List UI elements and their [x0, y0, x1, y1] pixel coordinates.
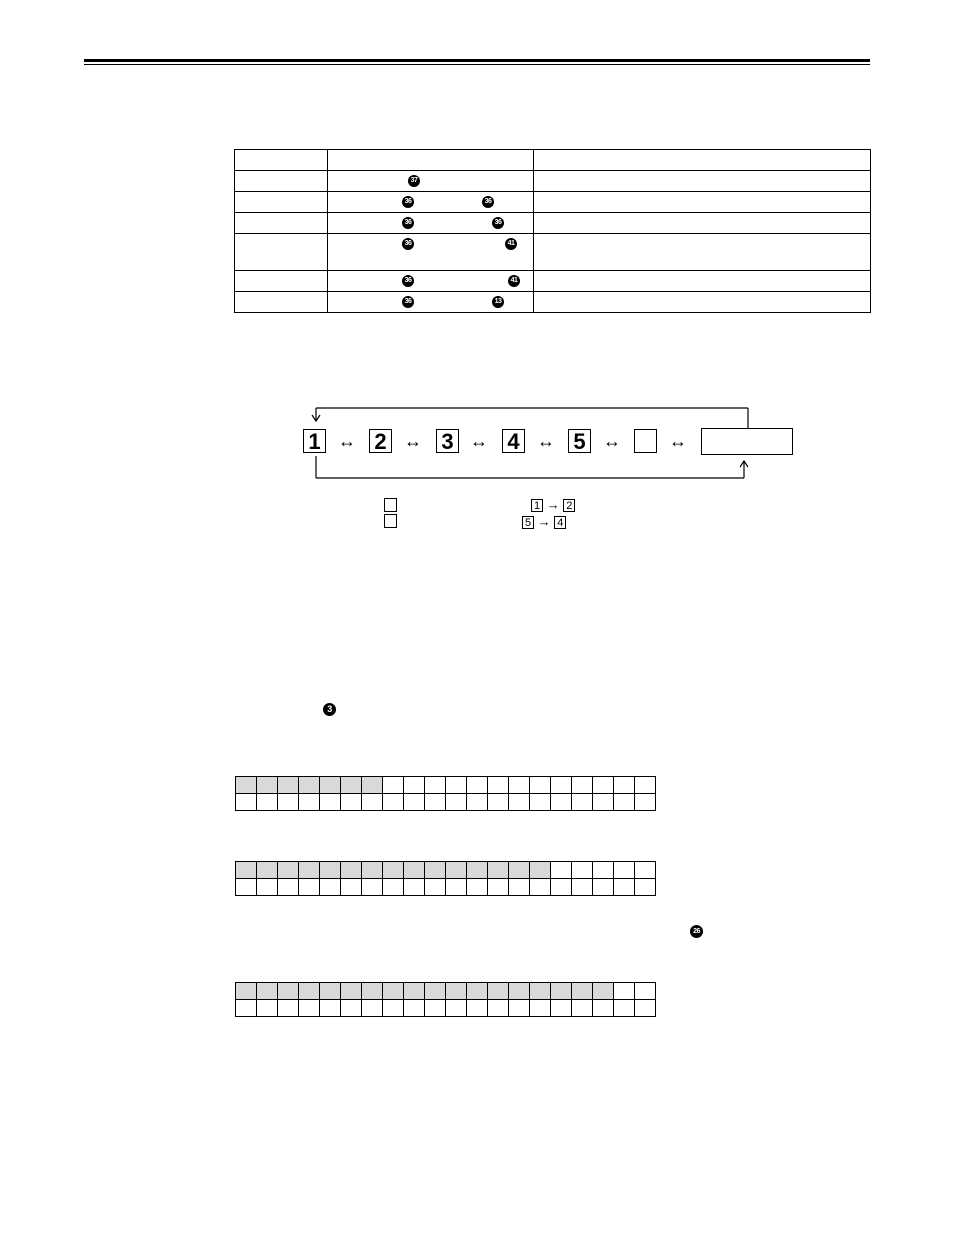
table-row — [235, 234, 871, 271]
grid-cell — [509, 777, 530, 794]
circled-number-icon: 13 — [492, 296, 504, 308]
grid-cell — [362, 777, 383, 794]
legend-box — [384, 498, 397, 512]
legend-item — [522, 514, 566, 529]
grid-cell — [404, 983, 425, 1000]
grid-cell — [320, 879, 341, 896]
grid-cell — [320, 983, 341, 1000]
table-cell — [534, 213, 871, 234]
grid-cell — [509, 794, 530, 811]
grid-cell — [488, 777, 509, 794]
table-cell — [328, 192, 534, 213]
step-box-1: 1 — [303, 429, 326, 453]
grid-cell — [257, 777, 278, 794]
grid-cell — [299, 794, 320, 811]
mini-box: 1 — [531, 499, 543, 512]
grid-cell — [551, 879, 572, 896]
grid-cell — [362, 1000, 383, 1017]
grid-cell — [320, 777, 341, 794]
grid-cell — [551, 777, 572, 794]
grid-cell — [278, 1000, 299, 1017]
bidirectional-arrow-icon: ↔ — [404, 431, 422, 451]
grid-cell — [257, 794, 278, 811]
grid-cell — [404, 777, 425, 794]
grid-cell — [446, 879, 467, 896]
circled-number-icon: 41 — [508, 275, 520, 287]
bidirectional-arrow-icon: ↔ — [470, 431, 488, 451]
grid-cell — [278, 862, 299, 879]
grid-cell — [467, 1000, 488, 1017]
grid-cell — [299, 879, 320, 896]
bidirectional-arrow-icon: ↔ — [603, 431, 621, 451]
table-cell — [534, 150, 871, 171]
grid-cell — [488, 1000, 509, 1017]
bidirectional-arrow-icon: ↔ — [537, 431, 555, 451]
table-cell — [328, 213, 534, 234]
grid-cell — [404, 794, 425, 811]
step-box-2: 2 — [369, 429, 392, 453]
table-cell — [534, 192, 871, 213]
grid-cell — [446, 862, 467, 879]
circled-number-icon: 36 — [402, 217, 414, 229]
grid-cell — [593, 983, 614, 1000]
character-grid — [235, 776, 656, 811]
grid-cell — [362, 794, 383, 811]
table-row — [235, 171, 871, 192]
grid-cell — [278, 983, 299, 1000]
grid-cell — [467, 777, 488, 794]
grid-cell — [236, 983, 257, 1000]
step-box-3: 3 — [436, 429, 459, 453]
grid-cell — [341, 777, 362, 794]
step-box-4: 4 — [502, 429, 525, 453]
grid-cell — [425, 777, 446, 794]
table-cell — [328, 150, 534, 171]
header-rule-thin — [84, 64, 870, 65]
grid-cell — [425, 794, 446, 811]
grid-row — [236, 794, 656, 811]
grid-cell — [635, 794, 656, 811]
table-cell — [235, 234, 328, 271]
grid-cell — [362, 862, 383, 879]
grid-cell — [572, 862, 593, 879]
grid-cell — [341, 879, 362, 896]
mini-box: 4 — [554, 516, 566, 529]
arrow-right-icon: → — [537, 514, 551, 529]
grid-cell — [362, 879, 383, 896]
circled-number-icon: 36 — [492, 217, 504, 229]
legend-item — [531, 497, 575, 512]
circled-number-icon: 36 — [402, 196, 414, 208]
grid-cell — [530, 1000, 551, 1017]
grid-cell — [509, 1000, 530, 1017]
grid-cell — [299, 777, 320, 794]
table-row — [235, 271, 871, 292]
grid-cell — [593, 794, 614, 811]
grid-row — [236, 879, 656, 896]
circled-number-icon: 37 — [408, 175, 420, 187]
grid-cell — [530, 879, 551, 896]
table-cell — [235, 292, 328, 313]
arrow-right-icon: → — [546, 497, 560, 512]
grid-cell — [404, 862, 425, 879]
grid-cell — [236, 862, 257, 879]
grid-cell — [446, 794, 467, 811]
grid-cell — [320, 1000, 341, 1017]
table-cell — [534, 271, 871, 292]
table-cell — [534, 234, 871, 271]
table-row — [235, 292, 871, 313]
grid-cell — [614, 983, 635, 1000]
circled-number-icon: 36 — [402, 238, 414, 250]
grid-cell — [383, 879, 404, 896]
table-cell — [328, 171, 534, 192]
header-rule-thick — [84, 59, 870, 62]
table-row — [235, 192, 871, 213]
grid-cell — [236, 794, 257, 811]
grid-cell — [236, 879, 257, 896]
grid-cell — [278, 794, 299, 811]
grid-cell — [530, 862, 551, 879]
grid-cell — [278, 777, 299, 794]
legend-box — [384, 514, 397, 528]
grid-cell — [551, 862, 572, 879]
grid-cell — [530, 777, 551, 794]
grid-cell — [446, 777, 467, 794]
grid-cell — [467, 794, 488, 811]
step-box-5: 5 — [568, 429, 591, 453]
grid-row — [236, 862, 656, 879]
grid-cell — [572, 794, 593, 811]
grid-cell — [425, 862, 446, 879]
grid-cell — [488, 879, 509, 896]
grid-cell — [467, 983, 488, 1000]
grid-cell — [593, 862, 614, 879]
table-cell — [534, 292, 871, 313]
grid-cell — [236, 777, 257, 794]
grid-cell — [635, 879, 656, 896]
grid-cell — [593, 777, 614, 794]
mini-box: 2 — [563, 499, 575, 512]
grid-cell — [614, 794, 635, 811]
bidirectional-arrow-icon: ↔ — [669, 431, 687, 451]
grid-cell — [425, 1000, 446, 1017]
grid-cell — [467, 879, 488, 896]
grid-cell — [488, 862, 509, 879]
grid-cell — [320, 862, 341, 879]
grid-cell — [572, 777, 593, 794]
table-row — [235, 150, 871, 171]
circled-number-icon: 36 — [402, 296, 414, 308]
grid-cell — [635, 1000, 656, 1017]
table-row — [235, 213, 871, 234]
grid-cell — [467, 862, 488, 879]
character-grid — [235, 982, 656, 1017]
circled-number-icon: 3 — [323, 703, 336, 716]
mini-box: 5 — [522, 516, 534, 529]
grid-cell — [299, 983, 320, 1000]
grid-cell — [383, 1000, 404, 1017]
grid-cell — [551, 794, 572, 811]
grid-cell — [614, 1000, 635, 1017]
grid-cell — [488, 983, 509, 1000]
table-cell — [534, 171, 871, 192]
grid-cell — [278, 879, 299, 896]
grid-cell — [383, 794, 404, 811]
table-cell — [235, 150, 328, 171]
settings-table — [234, 149, 871, 313]
grid-cell — [635, 862, 656, 879]
character-grid — [235, 861, 656, 896]
grid-cell — [551, 983, 572, 1000]
grid-cell — [488, 794, 509, 811]
step-box-wide — [701, 428, 793, 455]
grid-cell — [257, 862, 278, 879]
grid-cell — [509, 862, 530, 879]
grid-cell — [320, 794, 341, 811]
grid-cell — [341, 1000, 362, 1017]
grid-cell — [383, 983, 404, 1000]
table-cell — [328, 292, 534, 313]
grid-cell — [383, 777, 404, 794]
grid-cell — [572, 1000, 593, 1017]
circled-number-icon: 26 — [690, 925, 703, 938]
table-cell — [235, 192, 328, 213]
grid-cell — [404, 1000, 425, 1017]
grid-cell — [509, 983, 530, 1000]
grid-cell — [572, 879, 593, 896]
table-cell — [328, 271, 534, 292]
grid-cell — [257, 983, 278, 1000]
grid-cell — [446, 1000, 467, 1017]
table-cell — [235, 213, 328, 234]
circled-number-icon: 41 — [505, 238, 517, 250]
circled-number-icon: 36 — [402, 275, 414, 287]
grid-cell — [614, 879, 635, 896]
grid-cell — [593, 1000, 614, 1017]
grid-cell — [299, 862, 320, 879]
grid-cell — [257, 879, 278, 896]
grid-cell — [530, 983, 551, 1000]
grid-cell — [299, 1000, 320, 1017]
grid-cell — [572, 983, 593, 1000]
table-cell — [328, 234, 534, 271]
step-box-blank — [634, 429, 657, 453]
grid-cell — [341, 983, 362, 1000]
grid-cell — [404, 879, 425, 896]
grid-cell — [614, 777, 635, 794]
grid-row — [236, 1000, 656, 1017]
grid-cell — [425, 879, 446, 896]
grid-cell — [635, 983, 656, 1000]
table-cell — [235, 171, 328, 192]
grid-cell — [446, 983, 467, 1000]
circled-number-icon: 36 — [482, 196, 494, 208]
flow-diagram — [296, 400, 806, 490]
grid-cell — [551, 1000, 572, 1017]
grid-cell — [614, 862, 635, 879]
table-cell — [235, 271, 328, 292]
grid-row — [236, 983, 656, 1000]
grid-cell — [425, 983, 446, 1000]
grid-cell — [362, 983, 383, 1000]
grid-cell — [593, 879, 614, 896]
grid-cell — [257, 1000, 278, 1017]
grid-cell — [236, 1000, 257, 1017]
grid-cell — [383, 862, 404, 879]
bidirectional-arrow-icon: ↔ — [338, 431, 356, 451]
grid-cell — [530, 794, 551, 811]
grid-cell — [635, 777, 656, 794]
grid-cell — [509, 879, 530, 896]
grid-cell — [341, 794, 362, 811]
grid-row — [236, 777, 656, 794]
grid-cell — [341, 862, 362, 879]
